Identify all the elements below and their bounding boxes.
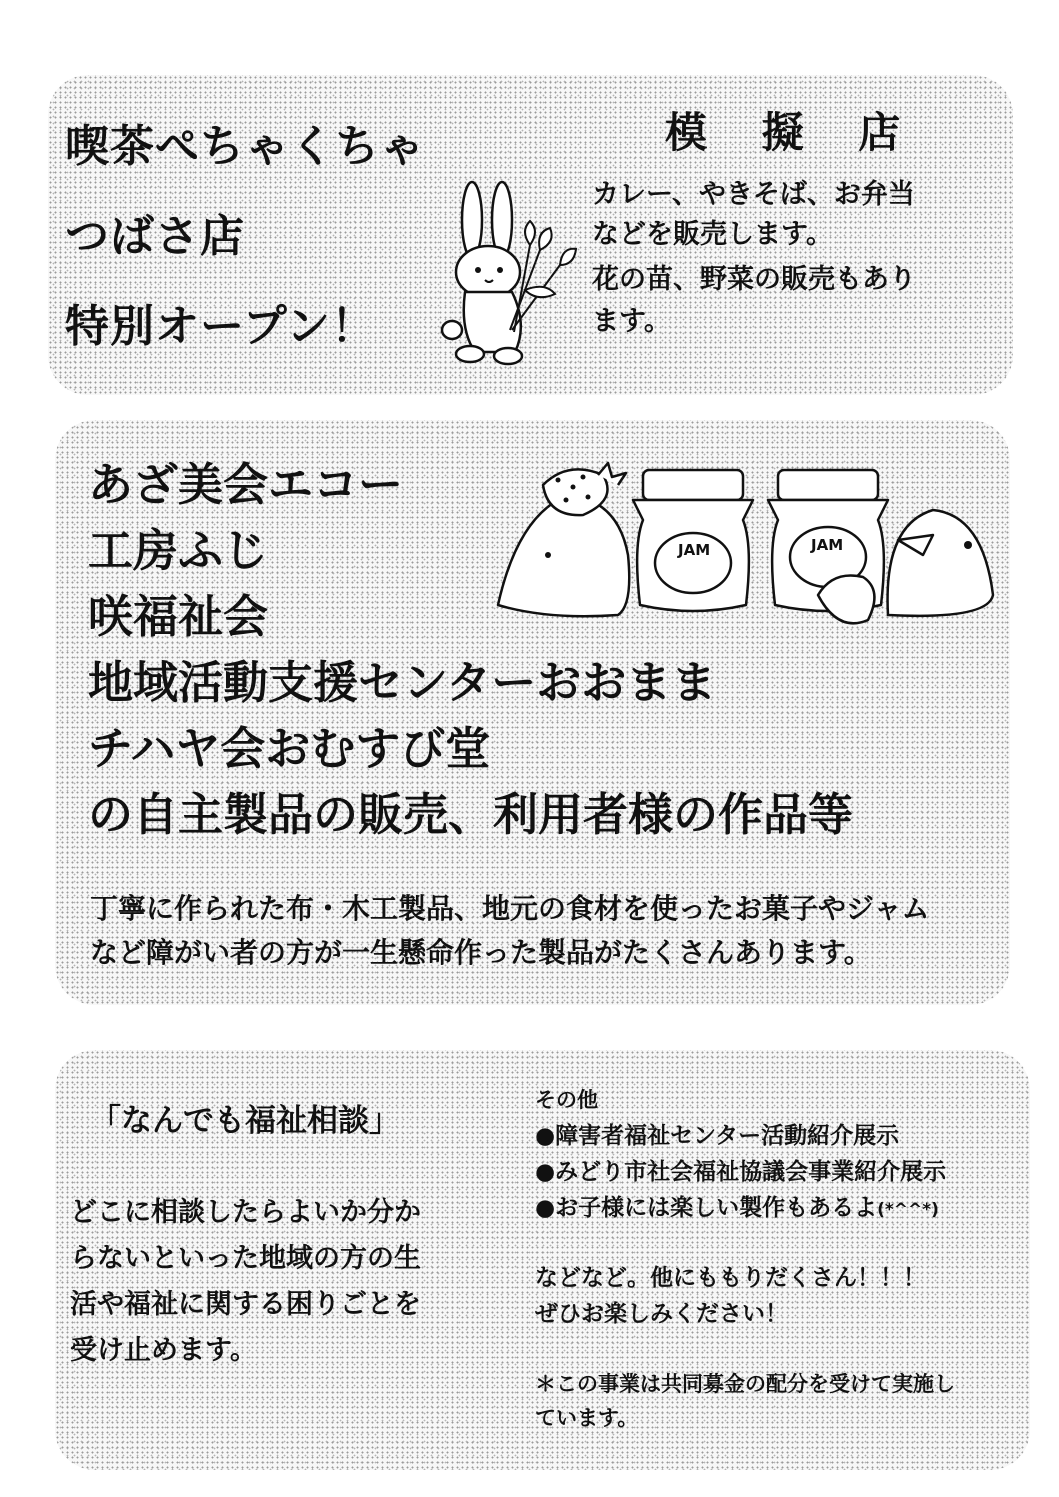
other-item-1: ●障害者福祉センター活動紹介展示	[535, 1123, 900, 1149]
closing-line-2: ぜひお楽しみください！	[535, 1301, 788, 1327]
cafe-title-line-1: 喫茶ぺちゃくちゃ	[65, 121, 425, 172]
consultation-body-line-3: 活や福祉に関する困りごとを	[70, 1289, 421, 1320]
jam-characters-illustration	[488, 455, 998, 635]
jam-label-2: JAM	[811, 536, 844, 554]
funding-note-line-2: ています。	[535, 1406, 639, 1430]
vendor-line-2: 工房ふじ	[88, 524, 269, 577]
vendor-line-1: あざ美会エコー	[88, 458, 404, 511]
consultation-body-line-4: 受け止めます。	[70, 1335, 257, 1366]
mock-shop-desc-line-2: などを販売します。	[592, 219, 833, 250]
other-label: その他	[535, 1088, 598, 1112]
other-item-3-text: ●お子様には楽しい製作もあるよ	[535, 1195, 878, 1221]
rabbit-with-flowers-illustration	[430, 180, 580, 370]
products-desc-line-1: 丁寧に作られた布・木工製品、地元の食材を使ったお菓子やジャム	[90, 892, 930, 925]
mock-shop-desc-line-1: カレー、やきそば、お弁当	[592, 179, 915, 210]
other-item-3	[535, 1190, 939, 1228]
mock-shop-desc-line-3: 花の苗、野菜の販売もあり	[592, 264, 916, 295]
vendor-line-3: 咲福祉会	[88, 590, 269, 643]
consultation-title: 「なんでも福祉相談」	[90, 1103, 400, 1139]
mock-shop-title: 模 擬 店	[665, 108, 921, 157]
closing-line-1: などなど。他にももりだくさん！！！	[535, 1265, 926, 1291]
cafe-title-line-3: 特別オープン！	[65, 301, 377, 352]
vendor-line-5: チハヤ会おむすび堂	[88, 722, 491, 775]
mock-shop-desc-line-4: ます。	[592, 306, 671, 337]
jam-label-1: JAM	[678, 541, 711, 559]
vendor-line-6: の自主製品の販売、利用者様の作品等	[88, 788, 854, 841]
other-item-3-emoticon: (*^^*)	[877, 1200, 939, 1220]
other-item-2: ●みどり市社会福祉協議会事業紹介展示	[535, 1159, 947, 1185]
funding-note-line-1: ＊この事業は共同募金の配分を受けて実施し	[535, 1372, 955, 1396]
consultation-body-line-1: どこに相談したらよいか分か	[70, 1197, 421, 1228]
cafe-title-line-2: つばさ店	[65, 211, 245, 262]
consultation-body-line-2: らないといった地域の方の生	[70, 1243, 421, 1274]
vendor-line-4: 地域活動支援センターおおまま	[88, 656, 717, 709]
products-desc-line-2: など障がい者の方が一生懸命作った製品がたくさんあります。	[90, 936, 872, 969]
